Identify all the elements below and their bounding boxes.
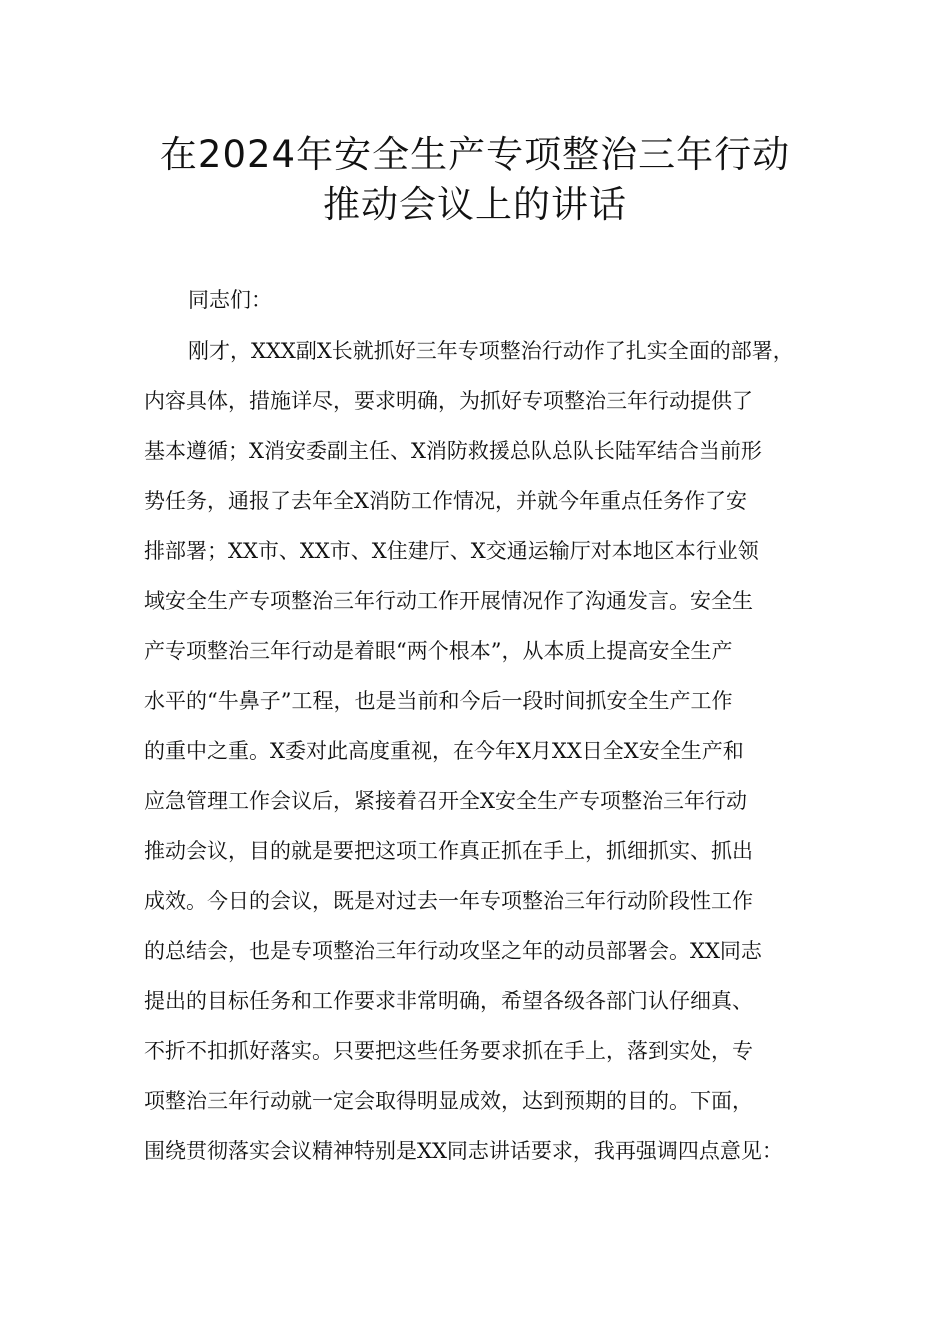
paragraph-line: 内容具体，措施详尽，要求明确，为抓好专项整治三年行动提供了 (144, 389, 753, 413)
paragraph-line: 不折不扣抓好落实。只要把这些任务要求抓在手上，落到实处，专 (144, 1039, 753, 1063)
paragraph-line: 推动会议，目的就是要把这项工作真正抓在手上，抓细抓实、抓出 (144, 839, 753, 863)
paragraph-line: 围绕贯彻落实会议精神特别是XX同志讲话要求，我再强调四点意见： (144, 1139, 783, 1163)
paragraph-line: 产专项整治三年行动是着眼“两个根本”，从本质上提高安全生产 (144, 639, 733, 663)
paragraph-line: 势任务，通报了去年全X消防工作情况，并就今年重点任务作了安 (144, 489, 747, 513)
paragraph-line: 域安全生产专项整治三年行动工作开展情况作了沟通发言。安全生 (144, 589, 753, 613)
paragraph-line: 成效。今日的会议，既是对过去一年专项整治三年行动阶段性工作 (144, 889, 753, 913)
paragraph-line: 刚才，XXX副X长就抓好三年专项整治行动作了扎实全面的部署， (188, 339, 794, 363)
document-title-line-1: 在2024年安全生产专项整治三年行动 (159, 133, 791, 176)
paragraph-line: 应急管理工作会议后，紧接着召开全X安全生产专项整治三年行动 (144, 789, 747, 813)
paragraph-line: 的重中之重。X委对此高度重视，在今年X月XX日全X安全生产和 (144, 739, 744, 763)
paragraph-line: 的总结会，也是专项整治三年行动攻坚之年的动员部署会。XX同志 (144, 939, 762, 963)
paragraph-line: 排部署；XX市、XX市、X住建厅、X交通运输厅对本地区本行业领 (144, 539, 759, 563)
salutation: 同志们： (188, 288, 272, 312)
paragraph-line: 提出的目标任务和工作要求非常明确，希望各级各部门认仔细真、 (144, 989, 753, 1013)
paragraph-line: 水平的“牛鼻子”工程，也是当前和今后一段时间抓安全生产工作 (144, 689, 733, 713)
document-title-line-2: 推动会议上的讲话 (323, 183, 627, 226)
paragraph-line: 项整治三年行动就一定会取得明显成效，达到预期的目的。下面， (144, 1089, 753, 1113)
paragraph-line: 基本遵循；X消安委副主任、X消防救援总队总队长陆军结合当前形 (144, 439, 762, 463)
